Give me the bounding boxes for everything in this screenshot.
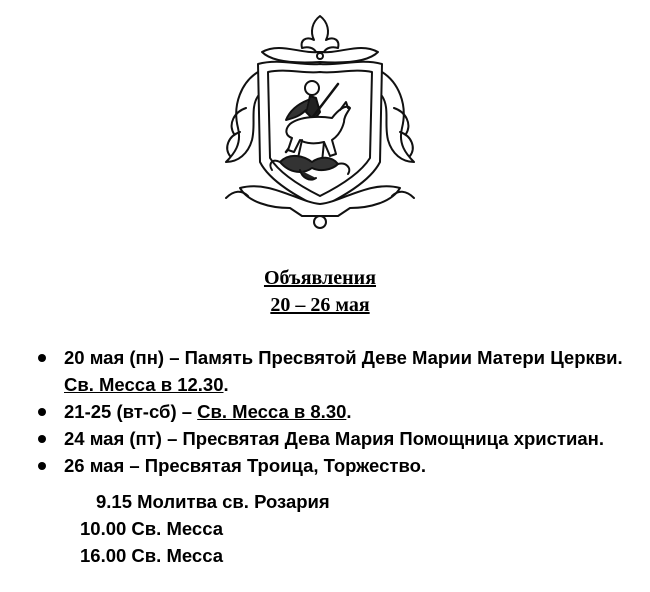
announcements-list — [0, 344, 650, 479]
bullet-icon — [38, 462, 46, 470]
list-item — [0, 425, 650, 452]
announcements-title: Объявления — [263, 267, 377, 289]
schedule-mass-morning: 10.00 Св. Месса — [80, 518, 223, 539]
item-text: 26 мая – Пресвятая Троица, Торжество. — [64, 455, 427, 476]
item-text: 24 мая (пт) – Пресвятая Дева Мария Помощница христиан. — [64, 428, 604, 449]
announcements-dates: 20 – 26 мая — [270, 294, 370, 316]
mass-time-link: Св. Месса в 8.30 — [197, 401, 347, 422]
bullet-icon — [38, 408, 46, 416]
item-tail: . — [223, 374, 229, 395]
schedule-rosary: 9.15 Молитва св. Розария — [96, 491, 330, 512]
item-tail: . — [346, 401, 352, 422]
crest-emblem-icon — [220, 12, 420, 240]
item-text: 20 мая (пн) – Память Пресвятой Деве Марии Матери Церкви. — [64, 347, 623, 368]
mass-time-link: Св. Месса в 12.30 — [64, 374, 224, 395]
bullet-icon — [38, 354, 46, 362]
list-item — [0, 452, 650, 479]
list-item — [0, 344, 650, 398]
bullet-icon — [38, 435, 46, 443]
list-item — [0, 398, 650, 425]
item-text: 21-25 (вт-сб) – — [64, 401, 198, 422]
schedule-mass-afternoon: 16.00 Св. Месса — [80, 545, 223, 566]
